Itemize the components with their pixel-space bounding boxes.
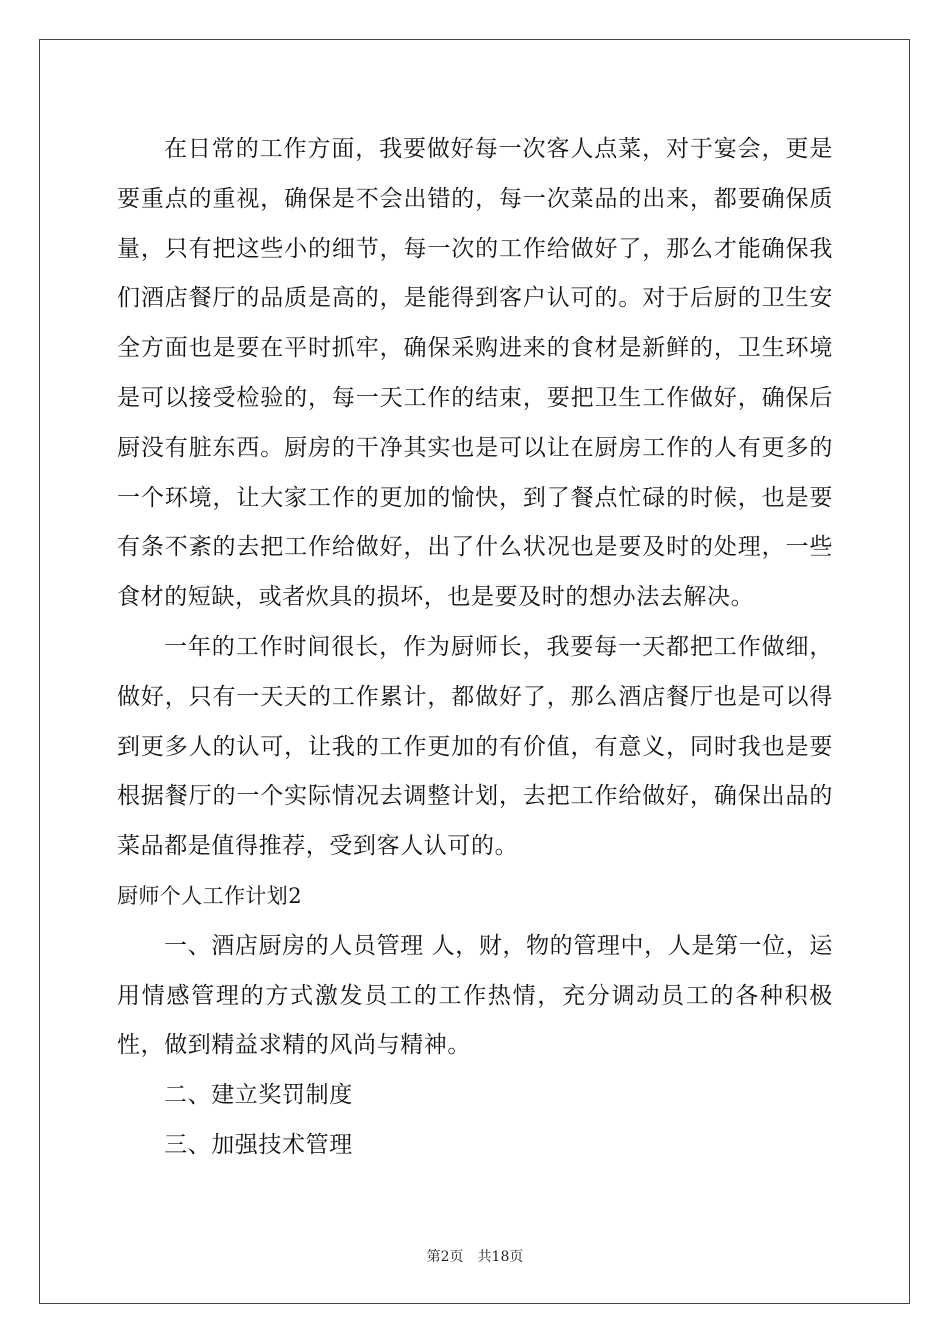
page-footer [0,1246,950,1266]
page-number: 第2页 [426,1249,464,1265]
paragraph-staff-management: 一、酒店厨房的人员管理 人，财，物的管理中，人是第一位，运用情感管理的方式激发员工的工作热情，充分调动员工的各种积极性，做到精益求精的风尚与精神。 [117,932,833,1059]
section-heading: 厨师个人工作计划2 [117,883,302,908]
paragraph-yearly-work: 一年的工作时间很长，作为厨师长，我要每一天都把工作做细，做好，只有一天天的工作累计，都做好了，那么酒店餐厅也是可以得到更多人的认可，让我的工作更加的有价值，有意义，同时我也是要根据餐厅的一个实际情况去调整计划，去把工作给做好，确保出品的菜品都是值得推荐，受到客人认可的。 [117,633,833,860]
list-item-reward-system: 二、建立奖罚制度 [164,1082,353,1109]
paragraph-kitchen-quality: 在日常的工作方面，我要做好每一次客人点菜，对于宴会，更是要重点的重视，确保是不会出错的，每一次菜品的出来，都要确保质量，只有把这些小的细节，每一次的工作给做好了，那么才能确保我们酒店餐厅的品质是高的，是能得到客户认可的。对于后厨的卫生安全方面也是要在平时抓牢，确保采购进来的食材是新鲜的，卫生环境是可以接受检验的，每一天工作的结束，要把卫生工作做好，确保后厨没有脏东西。厨房的干净其实也是可以让在厨房工作的人有更多的一个环境，让大家工作的更加的愉快，到了餐点忙碌的时候，也是要有条不紊的去把工作给做好，出了什么状况也是要及时的处理，一些食材的短缺，或者炊具的损坏，也是要及时的想办法去解决。 [117,136,833,611]
document-body [117,125,833,1171]
page-total: 共18页 [477,1249,524,1265]
list-item-technical-management: 三、加强技术管理 [164,1131,353,1158]
